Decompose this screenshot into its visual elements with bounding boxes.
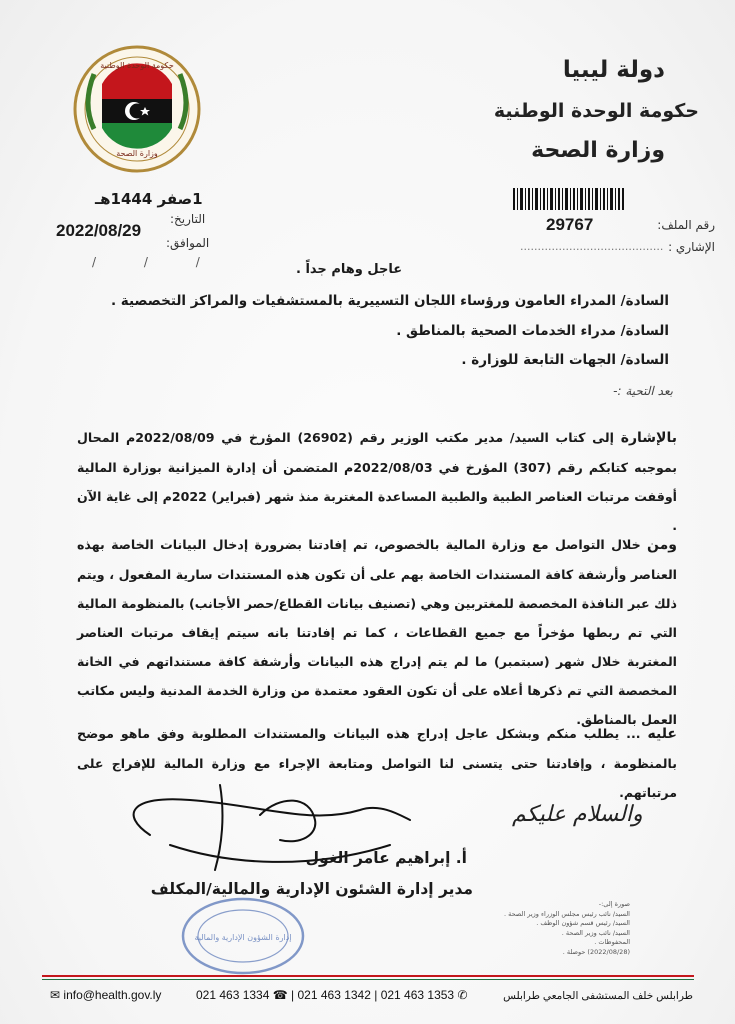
cc-line: (2022/08/28) حوصلة . xyxy=(562,947,630,956)
reference-label: رقم الملف: xyxy=(657,218,715,232)
footer-phones: 021 463 1334 ☎ | 021 463 1342 | 021 463 1353 ✆ xyxy=(196,988,468,1002)
greeting: بعد التحية :- xyxy=(613,384,673,398)
paragraph-lead: ومن xyxy=(647,537,677,553)
urgent-notice: عاجل وهام جداً . xyxy=(296,262,403,277)
footer-divider-red xyxy=(42,975,694,977)
stamp-text: إدارة الشؤون الإدارية والمالية xyxy=(194,933,292,942)
paragraph-lead: عليه xyxy=(647,726,677,742)
gregorian-date: 2022/08/29 xyxy=(56,221,142,240)
footer-email[interactable] xyxy=(50,988,161,1002)
ishari-placeholder-dots: ......................................... xyxy=(520,240,664,253)
cc-block xyxy=(430,900,630,957)
signatory-name: أ. إبراهيم عامر الغول xyxy=(305,849,467,867)
date-slashes: / / / xyxy=(92,255,222,269)
government-title: حكومة الوحدة الوطنية xyxy=(493,100,699,122)
addressee-line: السادة/ مدراء الخدمات الصحية بالمناطق . xyxy=(396,323,669,339)
barcode xyxy=(513,188,625,210)
addressee-line: السادة/ المدراء العامون ورؤساء اللجان التسييرية بالمستشفيات والمراكز التخصصية . xyxy=(110,293,669,309)
ishari-label: الإشاري : xyxy=(668,240,715,254)
signatory-title: مدير إدارة الشئون الإدارية والمالية/المكلف xyxy=(150,880,473,898)
footer-address: طرابلس خلف المستشفى الجامعي طرابلس xyxy=(503,990,693,1002)
ministry-emblem xyxy=(72,44,202,174)
cc-line: السيد/ نائب رئيس مجلس الوزراء وزير الصحة . xyxy=(503,909,630,918)
phone-number: 021 463 1353 xyxy=(380,988,455,1002)
fax-icon: ☎ xyxy=(272,988,288,1002)
body-paragraph-2 xyxy=(77,530,677,734)
paragraph-text: ... يطلب منكم وبشكل عاجل إدراج هذه البيانات والمستندات المطلوبة وفق ماهو موضح بالمنظومة ، وإفادتنا حتى يتسنى لنا التواصل ومتابعة الإجراء مع وزارة المالية للإفراج على مرتباتهم. xyxy=(77,726,677,800)
cc-line: المحفوظات . xyxy=(594,938,630,946)
paragraph-text: إلى كتاب السيد/ مدير مكتب الوزير رقم (26902) المؤرخ في 2022/08/09م المحال بموجبه كتابكم رقم (307) المؤرخ في 2022/08/03م المتضمن أن إدارة الميزانية بوزارة المالية أوقفت مرتبات العناصر الطبية والطبية المساعدة المغتربة منذ شهر (فبراير) 2022م إلى غاية الآن . xyxy=(77,430,678,533)
addressee-line: السادة/ الجهات التابعة للوزارة . xyxy=(461,352,669,368)
reference-number: 29767 xyxy=(546,215,594,234)
body-paragraph-1 xyxy=(77,423,677,540)
email-text: info@health.gov.ly xyxy=(63,988,162,1002)
cc-heading: صورة إلى:- xyxy=(598,900,630,908)
cc-line: السيد/ رئيس قسم شؤون الوظف . xyxy=(536,919,630,927)
email-icon: ✉ xyxy=(50,988,61,1002)
emblem-bottom-text: وزارة الصحة xyxy=(116,149,158,158)
closing-text: والسلام عليكم xyxy=(512,802,643,827)
cc-line: السيد/ نائب وزير الصحة . xyxy=(561,928,630,937)
paragraph-lead: بالإشارة xyxy=(620,430,677,446)
country-title: دولة ليبيا xyxy=(562,57,665,83)
hijri-date: 1صفر 1444هـ xyxy=(95,190,203,208)
phone-number: 021 463 1342 xyxy=(297,988,371,1002)
emblem-top-text: حكومة الوحدة الوطنية xyxy=(100,61,174,70)
official-stamp xyxy=(178,895,308,977)
ministry-title: وزارة الصحة xyxy=(531,138,665,163)
date-label: التاريخ: xyxy=(170,212,206,226)
muwafiq-label: الموافق: xyxy=(166,236,210,250)
phone-number: 021 463 1334 xyxy=(196,988,270,1002)
phone-icon: ✆ xyxy=(457,988,468,1002)
paragraph-text: خلال التواصل مع وزارة المالية بالخصوص، تم إفادتنا بضرورة إدخال البيانات الخاصة بهذه العناصر وأرشفة كافة المستندات الخاصة بهم على أن تكون هذه المستندات سارية المفعول ، ويتم ذلك عبر النافذة المخصصة للمغتربين وهي (تصنيف بيانات القطاع/حصر الأجانب) بالمنظومة المالية التي تم ربطها مؤخراً مع جميع القطاعات ، كما تم إفادتنا بانه سيتم إيقاف مرتبات العناصر المغتربة خلال شهر (سبتمبر) ما لم يتم إدراج هذه البيانات وأرشفة كافة مستنداتهم في الخانة المخصصة التي تم ذكرها أعلاه على أن تكون العقود معتمدة من وزارة الخدمة المدنية وليس مكاتب العمل بالمناطق. xyxy=(77,537,677,727)
footer-divider-green xyxy=(42,979,694,980)
